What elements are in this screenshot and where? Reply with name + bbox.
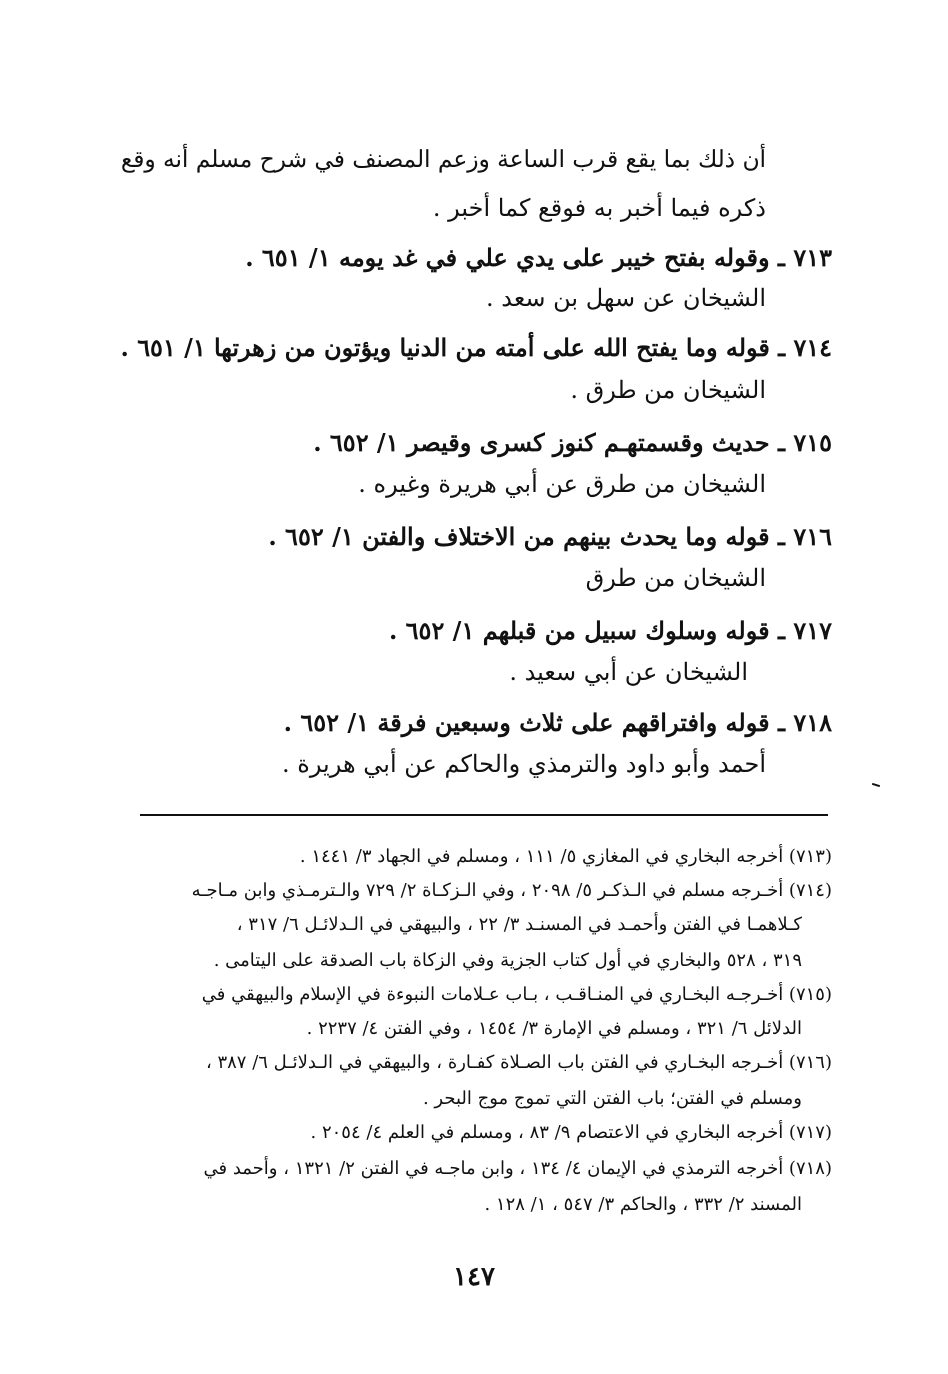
footnote-line: (٧١٧) أخرجه البخاري في الاعتصام ٩/ ٨٣ ، ومسلم في العلم ٤/ ٢٠٥٤ . bbox=[310, 1122, 832, 1143]
entry-source: الشيخان عن سهل بن سعد . bbox=[485, 284, 766, 312]
entry-title: ٧١٧ ـ قوله وسلوك سبيل من قبلهم ١/ ٦٥٢ . bbox=[388, 616, 832, 645]
entry-source: الشيخان عن أبي سعيد . bbox=[509, 658, 748, 686]
entry-title: ٧١٣ ـ وقوله بفتح خيبر على يدي علي في غد يومه ١/ ٦٥١ . bbox=[245, 243, 832, 272]
footnote-line: (٧١٣) أخرجه البخاري في المغازي ٥/ ١١١ ، ومسلم في الجهاد ٣/ ١٤٤١ . bbox=[299, 846, 832, 867]
entry-source: الشيخان من طرق bbox=[585, 564, 766, 592]
footnote-line: كـلاهمـا في الفتن وأحمـد في المسنـد ٣/ ٢٢ ، والبيهقي في الـدلائـل ٦/ ٣١٧ ، bbox=[236, 914, 802, 935]
entry-source: الشيخان من طرق عن أبي هريرة وغيره . bbox=[358, 470, 766, 498]
footnote-line: (٧١٤) أخـرجه مسلم في الـذكـر ٥/ ٢٠٩٨ ، وفي الـزكـاة ٢/ ٧٢٩ والـترمـذي وابن مـاجـه bbox=[191, 880, 832, 901]
entry-title: ٧١٦ ـ قوله وما يحدث بينهم من الاختلاف والفتن ١/ ٦٥٢ . bbox=[268, 522, 832, 551]
entry-title: ٧١٥ ـ حديث وقسمتهـم كنوز كسرى وقيصر ١/ ٦٥٢ . bbox=[313, 428, 832, 457]
entry-source: أحمد وأبو داود والترمذي والحاكم عن أبي هريرة . bbox=[281, 750, 766, 778]
footnote-line: (٧١٦) أخـرجه البخـاري في الفتن باب الصـلاة كفـارة ، والبيهقي في الـدلائـل ٦/ ٣٨٧ ، bbox=[205, 1052, 832, 1073]
margin-mark bbox=[872, 783, 880, 787]
footnote-line: (٧١٥) أخـرجـه البخـاري في المنـاقـب ، بـاب عـلامات النبوءة في الإسلام والبيهقي في bbox=[201, 984, 832, 1005]
entry-title: ٧١٨ ـ قوله وافتراقهم على ثلاث وسبعين فرقة ١/ ٦٥٢ . bbox=[283, 708, 832, 737]
footnote-line: المسند ٢/ ٣٣٢ ، والحاكم ٣/ ٥٤٧ ، ١/ ١٢٨ . bbox=[484, 1194, 802, 1215]
footnote-line: ٣١٩ ، ٥٢٨ والبخاري في أول كتاب الجزية وفي الزكاة باب الصدقة على اليتامى . bbox=[213, 950, 802, 971]
footnote-line: (٧١٨) أخرجه الترمذي في الإيمان ٤/ ١٣٤ ، وابن ماجـه في الفتن ٢/ ١٣٢١ ، وأحمد في bbox=[203, 1158, 832, 1179]
entry-source: الشيخان من طرق . bbox=[570, 376, 766, 404]
page-number: ١٤٧ bbox=[453, 1262, 495, 1292]
intro-line: أن ذلك بما يقع قرب الساعة وزعم المصنف في شرح مسلم أنه وقع bbox=[120, 146, 766, 173]
intro-line: ذكره فيما أخبر به فوقع كما أخبر . bbox=[432, 194, 766, 222]
footnote-separator bbox=[140, 814, 828, 816]
entry-title: ٧١٤ ـ قوله وما يفتح الله على أمته من الدنيا ويؤتون من زهرتها ١/ ٦٥١ . bbox=[120, 334, 832, 362]
footnote-line: ومسلم في الفتن؛ باب الفتن التي تموج موج البحر . bbox=[422, 1088, 802, 1109]
footnote-line: الدلائل ٦/ ٣٢١ ، ومسلم في الإمارة ٣/ ١٤٥٤ ، وفي الفتن ٤/ ٢٢٣٧ . bbox=[306, 1018, 802, 1039]
